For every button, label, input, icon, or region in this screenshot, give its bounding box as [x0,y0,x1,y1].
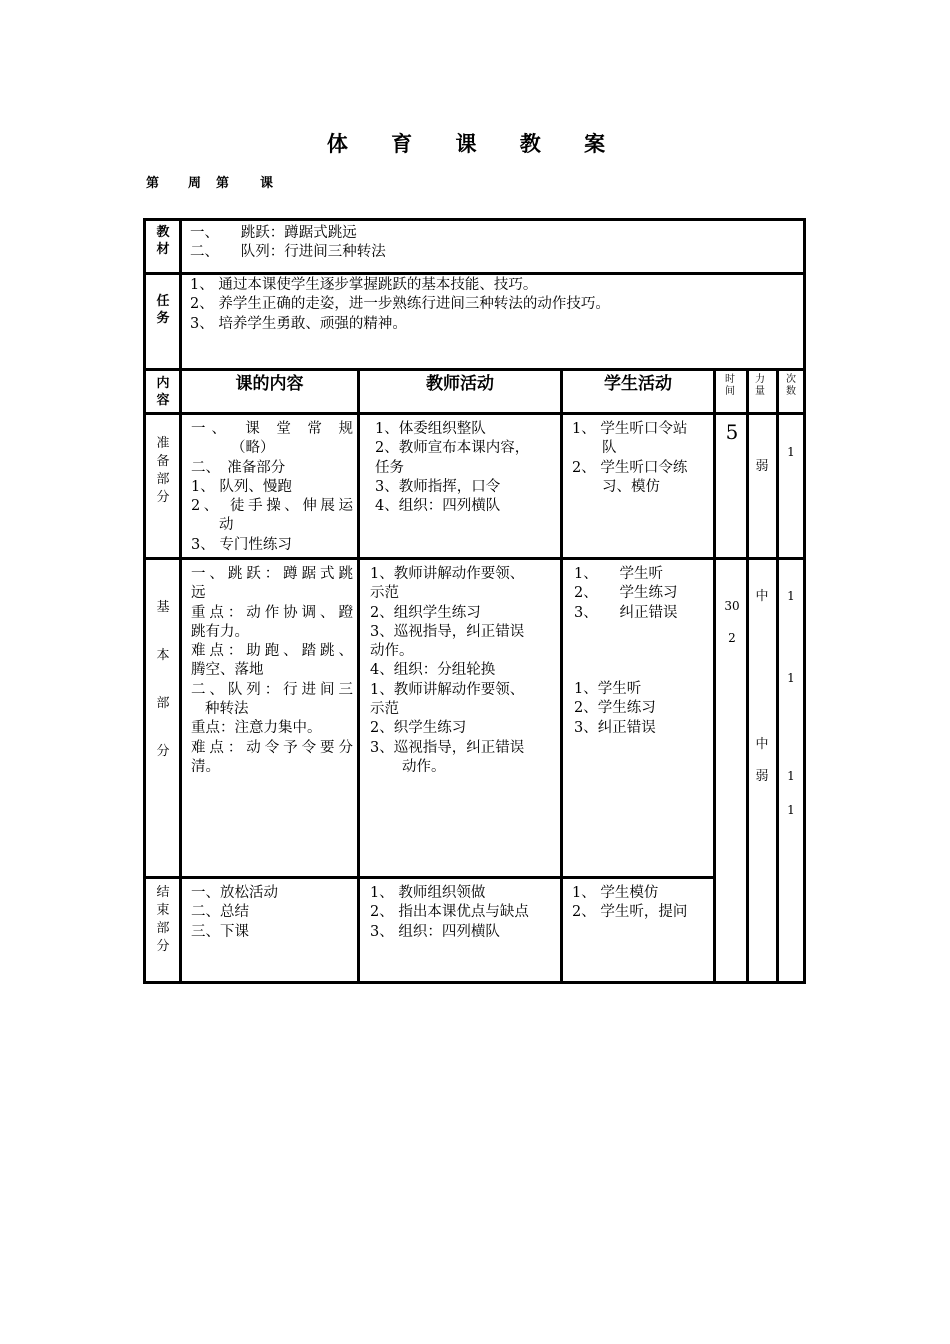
basic-count-2: 1 [787,671,795,685]
prep-teacher-line: 3、教师指挥，口令 [375,478,501,495]
lesson-prefix: 第 [216,176,230,191]
basic-content-line: 腾空、落地 [191,662,264,679]
prep-student-line: 2、 学生听口令练 [572,459,688,476]
row-divider [146,557,803,560]
prep-content-line: 3、 专门性练习 [191,536,292,553]
col-divider [179,221,182,981]
col-divider [357,370,360,981]
basic-load-1: 中 [755,589,769,604]
end-label: 结束部分 [156,885,170,954]
col-divider [746,370,749,981]
prep-content-line: 二、 准备部分 [191,459,286,476]
prep-teacher-line: 任务 [375,459,404,476]
col-divider [713,370,716,981]
material-item: 一、 跳跃：蹲踞式跳远 [190,225,357,241]
task-item: 3、 培养学生勇敢、顽强的精神。 [190,315,407,332]
prep-content-line: （略） [231,440,275,457]
basic-content-line: 重点：注意力集中。 [191,720,322,737]
basic-teacher-line: 1、教师讲解动作要领、 [370,566,525,582]
basic-teacher-line: 动作。 [370,643,414,660]
end-content-line: 一、放松活动 [191,885,278,901]
end-content-line: 三、下课 [191,923,249,940]
prep-teacher-line: 1、体委组织整队 [375,421,486,437]
basic-student-a [574,565,712,623]
prep-content [191,420,353,555]
end-teacher-line: 2、 指出本课优点与缺点 [370,904,529,921]
load-header: 力量 [755,374,765,397]
prep-content-line: 动 [219,517,234,534]
col-divider [776,370,779,981]
prep-student-line: 1、 学生听口令站 [572,421,688,437]
basic-label-char: 本 [156,648,170,663]
col-divider [560,370,563,981]
basic-teacher-line: 1、教师讲解动作要领、 [370,681,525,698]
prep-time: 5 [725,420,739,444]
basic-label [154,597,172,763]
basic-content-line: 跳有力。 [191,623,249,640]
basic-label-char: 分 [156,744,170,759]
section-header: 内容 [156,376,170,408]
end-content-line: 二、总结 [191,904,249,921]
end-teacher-line: 3、 组织：四列横队 [370,923,500,940]
basic-student-b [574,680,712,738]
end-teacher-line: 1、 教师组织领做 [370,885,486,901]
prep-content-line: 2、 徒手操、伸展运 [191,498,353,515]
basic-count-4: 1 [787,803,795,817]
basic-content-line: 清。 [191,758,220,775]
basic-content-line: 难点：动令予令要分 [191,739,353,756]
basic-count-1: 1 [787,589,795,603]
lesson-label: 课 [260,176,274,191]
basic-label-char: 部 [156,696,170,711]
student-header: 学生活动 [604,374,672,394]
end-content [191,884,353,942]
basic-content-line: 重点：动作协调、蹬 [191,604,353,621]
basic-label-char: 基 [156,600,170,615]
prep-student-line: 队 [602,440,617,457]
basic-content-line: 一、跳跃：蹲踞式跳 [191,566,353,582]
end-student [572,884,712,923]
prep-teacher [375,420,557,516]
material-items [190,224,790,263]
count-header: 次数 [786,374,796,397]
task-item: 2、 养学生正确的走姿，进一步熟练行进间三种转法的动作技巧。 [190,296,610,313]
basic-content-line: 远 [191,585,206,602]
week-prefix: 第 [146,176,160,191]
prep-teacher-line: 4、组织：四列横队 [375,498,501,515]
basic-teacher-line: 2、组织学生练习 [370,604,481,621]
basic-content-line: 难点：助跑、踏跳、 [191,643,353,660]
week-lesson-line [146,172,273,191]
basic-student-line: 2、 学生练习 [574,585,678,602]
basic-student-line: 2、学生练习 [574,700,656,717]
basic-teacher-line: 2、织学生练习 [370,720,467,737]
end-student-line: 2、 学生听，提问 [572,904,688,921]
time-header: 时间 [725,374,735,397]
week-label: 周 [188,176,202,191]
basic-teacher-line: 3、巡视指导，纠正错误 [370,739,525,756]
content-header: 课的内容 [235,374,304,394]
basic-time-2: 2 [728,631,736,645]
material-label: 教材 [156,225,170,257]
end-student-line: 1、 学生模仿 [572,885,659,901]
basic-load-3: 弱 [755,769,769,784]
basic-load-2: 中 [755,737,769,752]
basic-content-line: 二、队列：行进间三 [191,681,353,698]
prep-count: 1 [787,445,795,459]
basic-student-line: 3、纠正错误 [574,719,656,736]
prep-student-line: 习、模仿 [602,478,660,495]
task-label: 任务 [156,294,170,326]
basic-count-3: 1 [787,769,795,783]
end-teacher [370,884,558,942]
lesson-plan-table [143,218,806,984]
basic-content [191,565,353,777]
basic-teacher-line: 动作。 [402,758,446,775]
task-item: 1、 通过本课使学生逐步掌握跳跃的基本技能、技巧。 [190,277,538,293]
basic-content-line: 种转法 [205,701,249,718]
basic-teacher-line: 3、巡视指导，纠正错误 [370,623,525,640]
prep-label: 准备部分 [156,436,170,505]
basic-student-line: 3、 纠正错误 [574,604,678,621]
prep-content-line: 1、 队列、慢跑 [191,478,292,495]
row-divider [146,412,803,415]
prep-load: 弱 [755,459,769,474]
teacher-header: 教师活动 [426,374,494,394]
row-divider [146,876,714,879]
prep-content-line: 一、 课 堂 常 规 [191,421,353,437]
row-divider [146,368,803,371]
material-item: 二、 队列：行进间三种转法 [190,244,386,261]
basic-student-line: 1、 学生听 [574,566,663,582]
basic-teacher-line: 4、组织：分组轮换 [370,662,496,679]
basic-teacher-line: 示范 [370,701,399,718]
page-title: 体 育 课 教 案 [326,131,624,156]
row-divider [146,272,803,275]
basic-time-1: 30 [724,599,740,613]
basic-teacher [370,565,558,777]
basic-student-line: 1、学生听 [574,681,642,697]
prep-student [572,420,712,497]
basic-teacher-line: 示范 [370,585,399,602]
prep-teacher-line: 2、教师宣布本课内容， [375,440,530,457]
task-items [190,276,790,334]
